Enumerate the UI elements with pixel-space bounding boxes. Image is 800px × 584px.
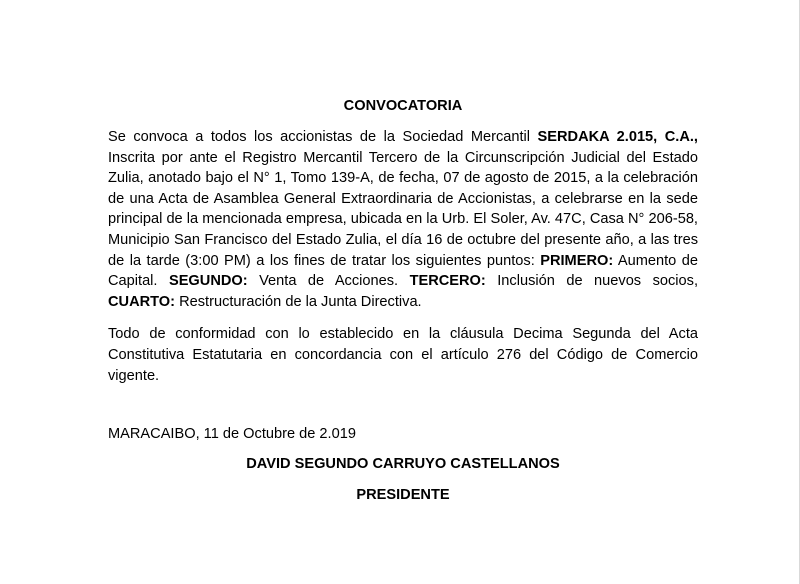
convocation-paragraph <box>108 127 698 312</box>
point-label-tercero: TERCERO: <box>409 273 486 290</box>
point-label-segundo: SEGUNDO: <box>168 273 248 290</box>
paragraph-text: Inscrita por ante el Registro Mercantil Tercero de la Circunscripción Judicial del Estado Zulia, anotado bajo el N° 1, Tomo 139-A, de fecha, 07 de agosto de 2015, a la celebración de una Acta de Asamblea General Extraordinaria de Accionistas, a celebrarse en la sede principal de la mencionada empresa, ubicada en la Urb. El Soler, Av. 47C, Casa N° 206-58, Municipio San Francisco del Estado Zulia, el día 16 de octubre del presente año, a las tres de la tarde (3:00 PM) a los fines de tratar los siguientes puntos: <box>108 149 698 269</box>
point-text-primero: Aumento de Capital. <box>108 252 698 290</box>
point-text-tercero: Inclusión de nuevos socios, <box>485 273 698 290</box>
conformity-paragraph: Todo de conformidad con lo establecido en la cláusula Decima Segunda del Acta Constitutiva Estatutaria en concordancia con el artículo 276 del Código de Comercio vigente. <box>108 326 698 384</box>
point-text-cuarto: Restructuración de la Junta Directiva. <box>175 293 422 310</box>
document-title: CONVOCATORIA <box>343 98 463 114</box>
signer-name: DAVID SEGUNDO CARRUYO CASTELLANOS <box>246 455 560 472</box>
point-label-primero: PRIMERO: <box>540 252 614 269</box>
company-name: SERDAKA 2.015, C.A., <box>537 129 698 145</box>
point-label-cuarto: CUARTO: <box>108 293 176 310</box>
document-body <box>108 96 698 506</box>
paragraph-text: Se convoca a todos los accionistas de la Sociedad Mercantil <box>108 129 538 145</box>
point-text-segundo: Venta de Acciones. <box>247 273 410 290</box>
signer-role: PRESIDENTE <box>356 487 450 504</box>
date-line: MARACAIBO, 11 de Octubre de 2.019 <box>108 426 356 443</box>
